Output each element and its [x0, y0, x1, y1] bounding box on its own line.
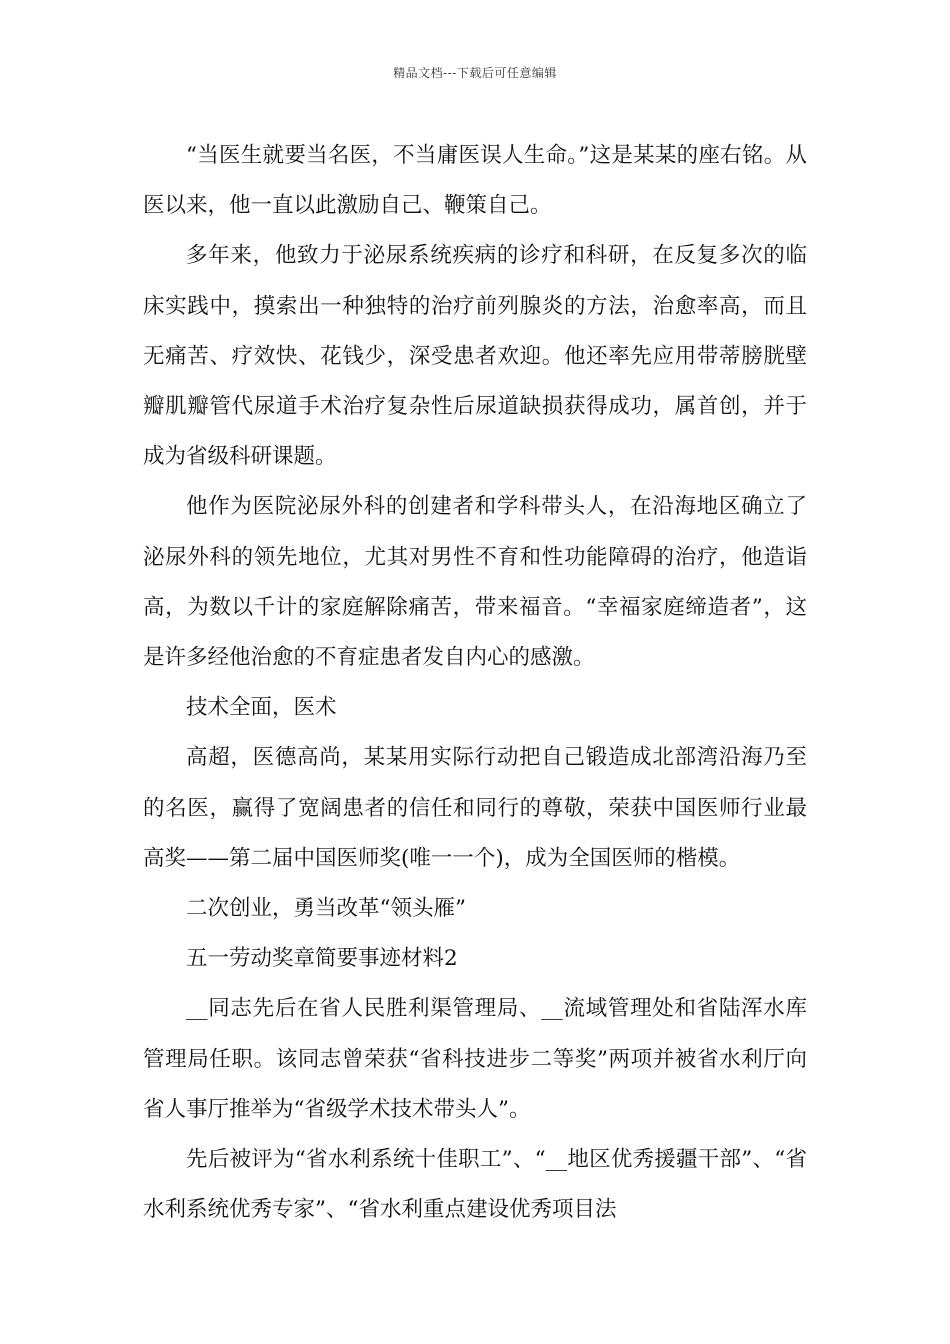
page-header: 精品文档---下载后可任意编辑 [393, 66, 557, 80]
paragraph: __同志先后在省人民胜利渠管理局、__流域管理处和省陆浑水库管理局任职。该同志曾荣获“省科技进步二等奖”两项并被省水利厅向省人事厅推举为“省级学术技术带头人”。 [143, 996, 807, 1122]
paragraph: 他作为医院泌尿外科的创建者和学科带头人，在沿海地区确立了泌尿外科的领先地位，尤其对男性不育和性功能障碍的治疗，他造诣高，为数以千计的家庭解除痛苦，带来福音。“幸福家庭缔造者”，这是许多经他治愈的不育症患者发自内心的感激。 [143, 494, 807, 671]
paragraph: 先后被评为“省水利系统十佳职工”、“__地区优秀援疆干部”、“省水利系统优秀专家”、“省水利重点建设优秀项目法 [143, 1147, 807, 1223]
paragraph: 高超，医德高尚，某某用实际行动把自己锻造成北部湾沿海乃至的名医，赢得了宽阔患者的信任和同行的尊敬，荣获中国医师行业最高奖——第二届中国医师奖(唯一一个)，成为全国医师的楷模。 [143, 745, 807, 871]
section-title: 五一劳动奖章简要事迹材料2 [186, 946, 458, 972]
paragraph: 技术全面，医术 [186, 695, 337, 721]
paragraph: 多年来，他致力于泌尿系统疾病的诊疗和科研，在反复多次的临床实践中，摸索出一种独特的治疗前列腺炎的方法，治愈率高，而且无痛苦、疗效快、花钱少，深受患者欢迎。他还率先应用带蒂膀胱壁瓣肌瓣管代尿道手术治疗复杂性后尿道缺损获得成功，属首创，并于成为省级科研课题。 [143, 243, 807, 470]
paragraph: “当医生就要当名医，不当庸医误人生命。”这是某某的座右铭。从医以来，他一直以此激励自己、鞭策自己。 [143, 143, 807, 219]
paragraph: 二次创业，勇当改革“领头雁” [186, 896, 466, 922]
document-body [143, 131, 807, 1235]
